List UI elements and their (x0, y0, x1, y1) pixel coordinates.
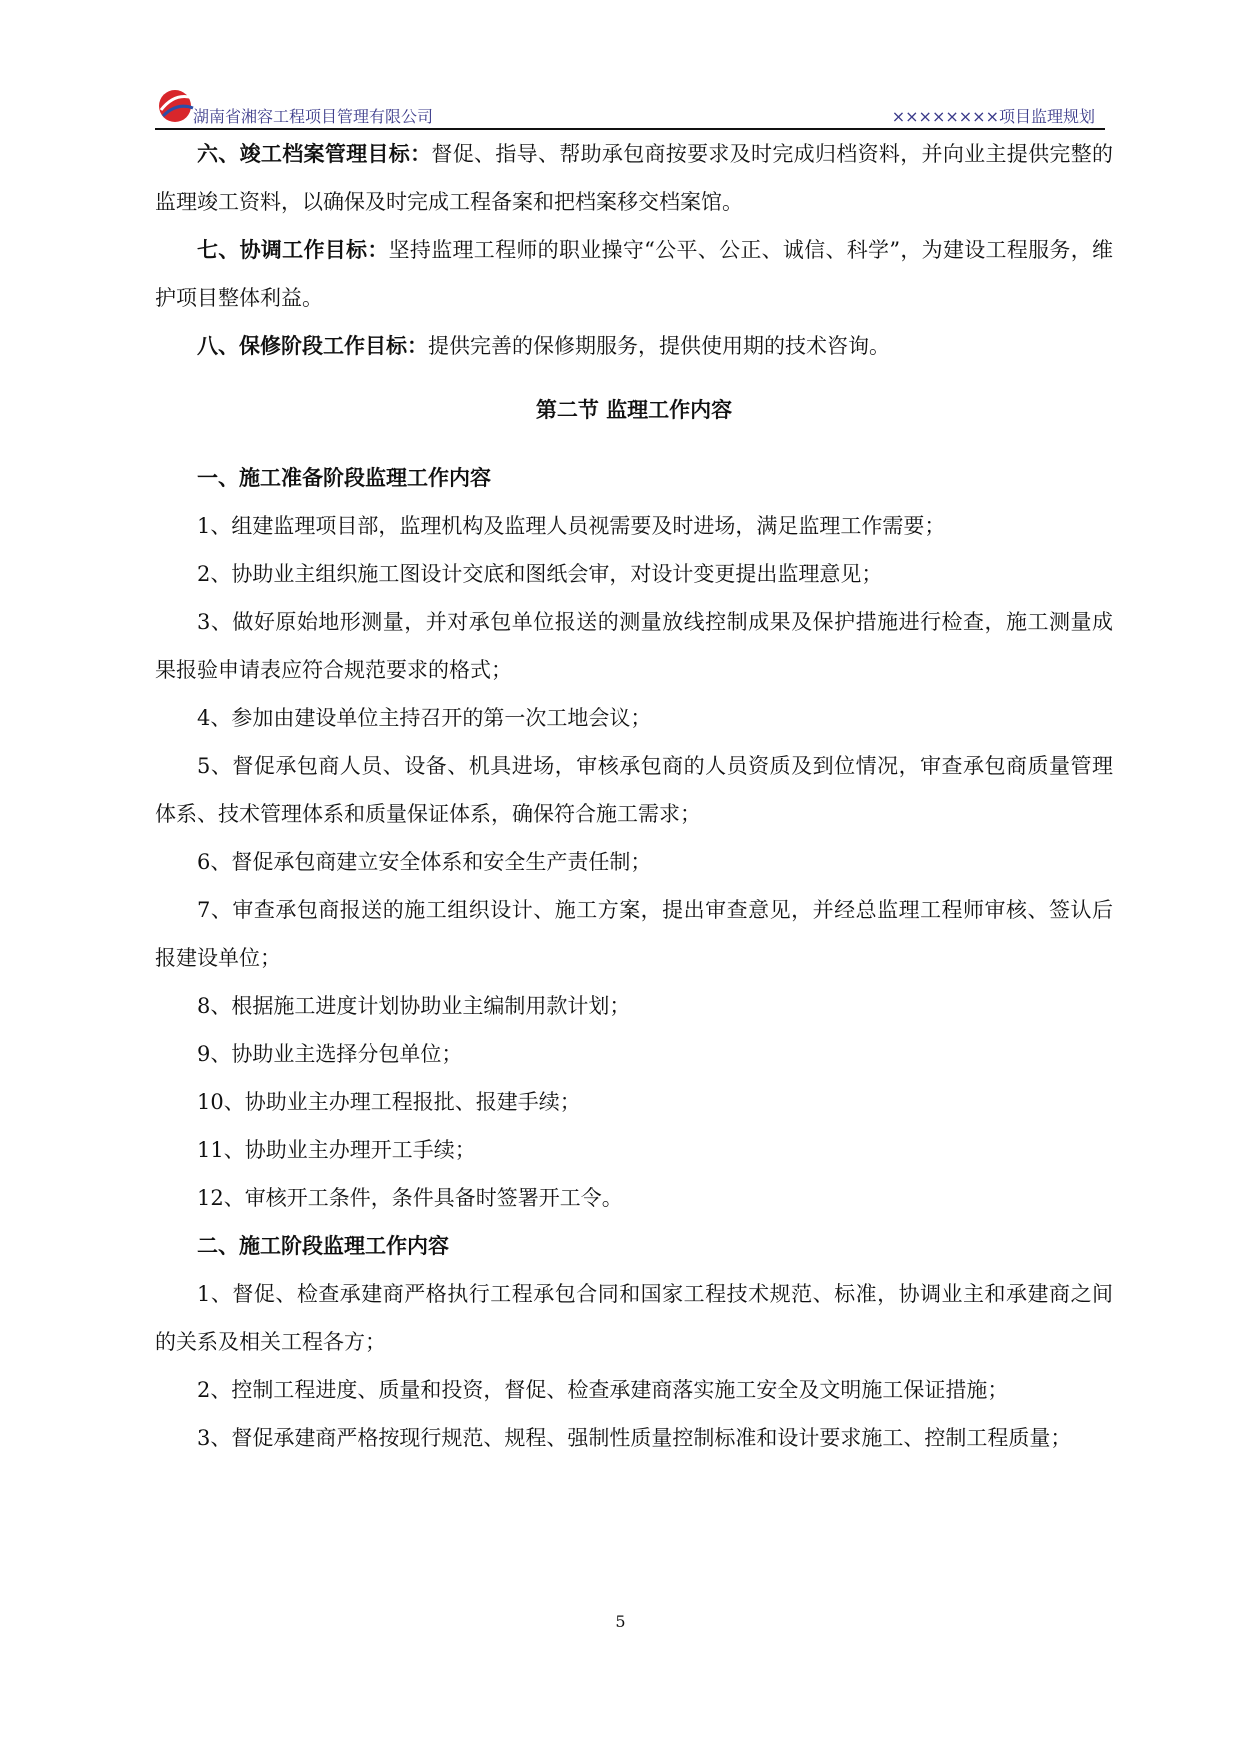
page-content (155, 130, 1113, 1462)
page-header (155, 78, 1105, 130)
goal-text: 督促、指导、帮助承包商按要求及时完成归档资料，并向业主提供完整的监理竣工资料，以确保及时完成工程备案和把档案移交档案馆。 (155, 142, 1113, 214)
list-item: 1、组建监理项目部，监理机构及监理人员视需要及时进场，满足监理工作需要； (197, 514, 946, 538)
list-item: 4、参加由建设单位主持召开的第一次工地会议； (197, 706, 652, 730)
section-title: 第二节 监理工作内容 (535, 398, 733, 422)
document-title: ××××××××项目监理规划 (891, 107, 1095, 126)
prep-heading: 一、施工准备阶段监理工作内容 (197, 466, 491, 490)
list-item: 12、审核开工条件，条件具备时签署开工令。 (197, 1186, 623, 1210)
goal-label: 八、保修阶段工作目标： (197, 334, 428, 358)
list-item: 5、督促承包商人员、设备、机具进场，审核承包商的人员资质及到位情况，审查承包商质量管理体系、技术管理体系和质量保证体系，确保符合施工需求； (155, 754, 1113, 826)
page-number: 5 (615, 1612, 626, 1631)
list-item: 11、协助业主办理开工手续； (197, 1138, 476, 1162)
list-item: 9、协助业主选择分包单位； (197, 1042, 463, 1066)
list-item: 3、做好原始地形测量，并对承包单位报送的测量放线控制成果及保护措施进行检查，施工测量成果报验申请表应符合规范要求的格式； (155, 610, 1113, 682)
goal-label: 六、竣工档案管理目标： (197, 142, 432, 166)
goal-text: 提供完善的保修期服务，提供使用期的技术咨询。 (428, 334, 890, 358)
list-item: 6、督促承包商建立安全体系和安全生产责任制； (197, 850, 652, 874)
goal-label: 七、协调工作目标： (197, 238, 389, 262)
goal-paragraph (155, 130, 1113, 226)
list-item: 2、控制工程进度、质量和投资，督促、检查承建商落实施工安全及文明施工保证措施； (197, 1378, 1009, 1402)
company-name: 湖南省湘容工程项目管理有限公司 (193, 107, 434, 126)
list-item: 2、协助业主组织施工图设计交底和图纸会审，对设计变更提出监理意见； (197, 562, 883, 586)
goal-paragraph (155, 322, 1113, 370)
goal-text: 坚持监理工程师的职业操守“公平、公正、诚信、科学”，为建设工程服务，维护项目整体利益。 (155, 238, 1114, 310)
list-item: 8、根据施工进度计划协助业主编制用款计划； (197, 994, 631, 1018)
list-item: 1、督促、检查承建商严格执行工程承包合同和国家工程技术规范、标准，协调业主和承建商之间的关系及相关工程各方； (155, 1282, 1113, 1354)
list-item: 10、协助业主办理工程报批、报建手续； (197, 1090, 581, 1114)
construction-heading: 二、施工阶段监理工作内容 (197, 1234, 449, 1258)
list-item: 7、审查承包商报送的施工组织设计、施工方案，提出审查意见，并经总监理工程师审核、签认后报建设单位； (155, 898, 1113, 970)
list-item: 3、督促承建商严格按现行规范、规程、强制性质量控制标准和设计要求施工、控制工程质量； (197, 1426, 1072, 1450)
goal-paragraph (155, 226, 1113, 322)
company-logo-icon (155, 84, 197, 124)
